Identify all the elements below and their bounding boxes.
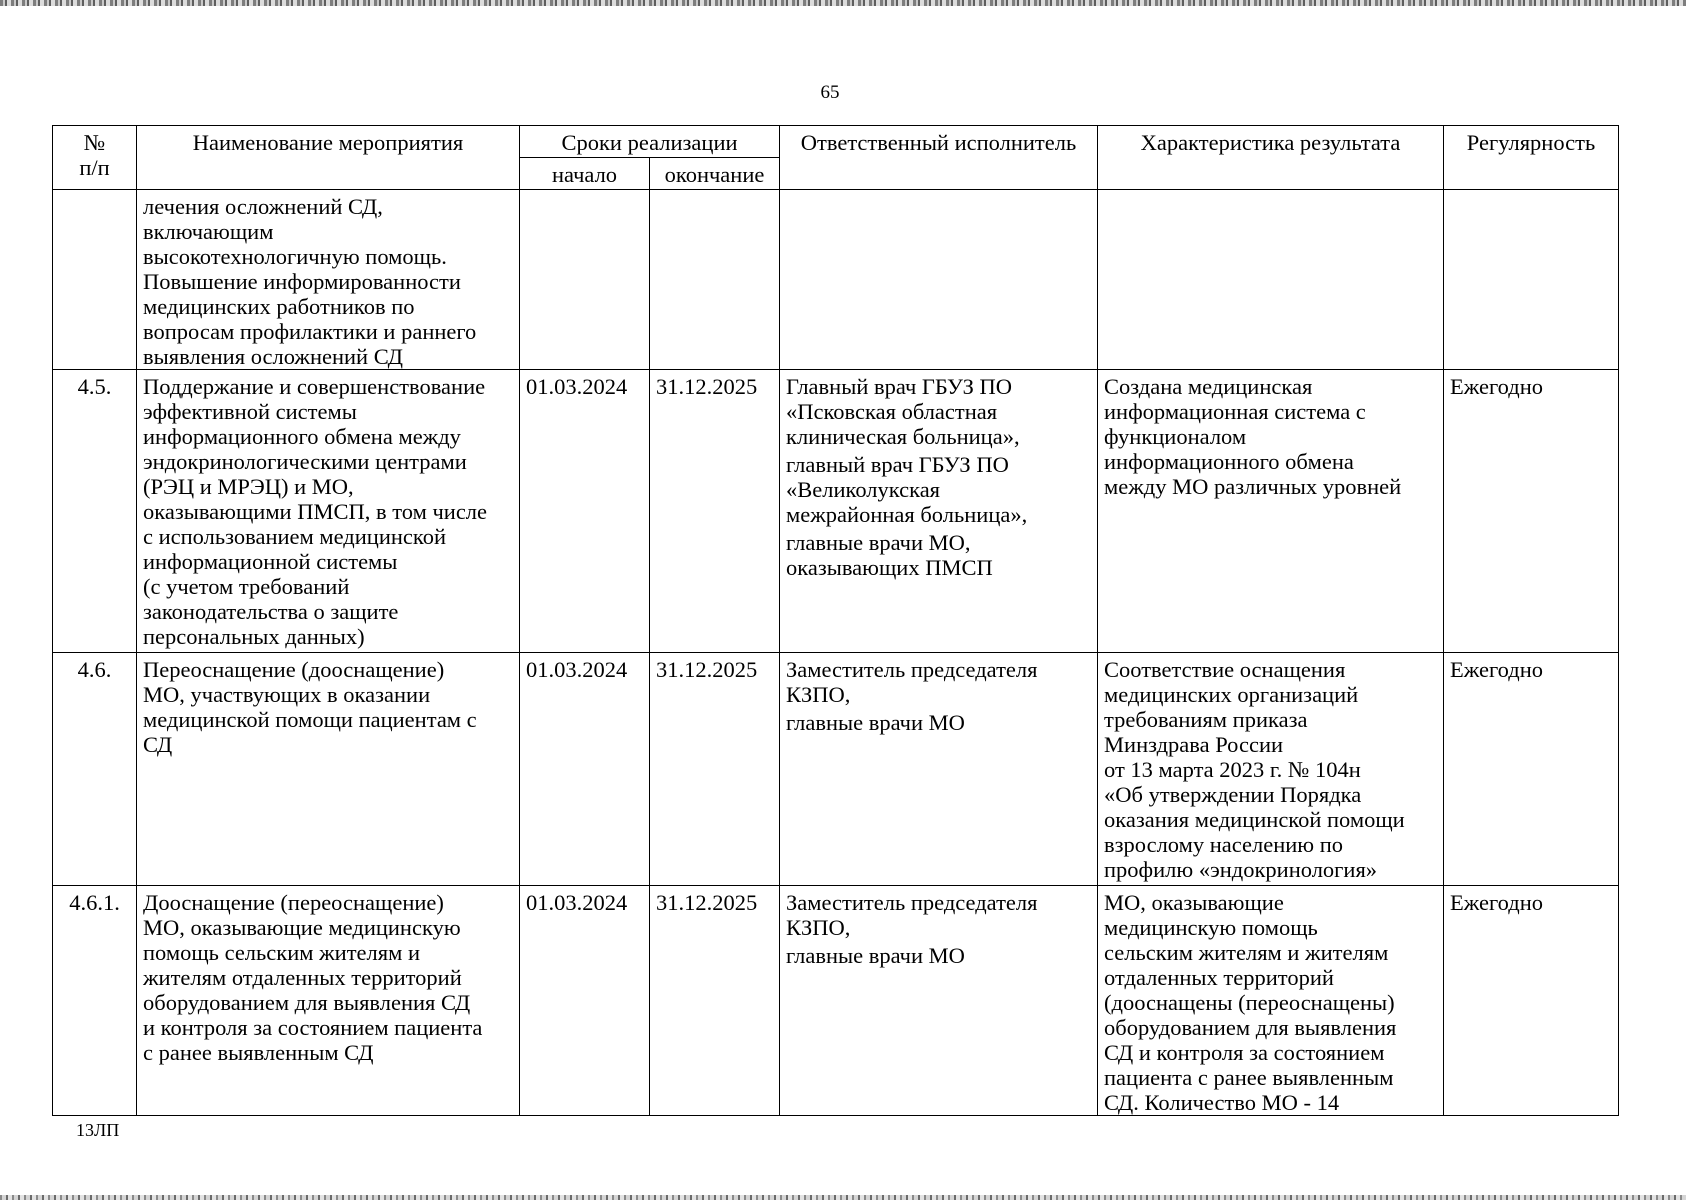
cell-empty <box>650 190 780 370</box>
responsible-cell <box>780 886 1098 1116</box>
result-description: МО, оказывающие медицинскую помощь сельским жителям и жителям отдаленных территорий (дооснащены (переоснащены) оборудованием для выявления СД и контроля за состоянием пациента с ранее выявленным СД. Количество МО - 14 <box>1098 886 1444 1116</box>
end-date: 31.12.2025 <box>650 886 780 1116</box>
result-description: Создана медицинская информационная система с функционалом информационного обмена между МО различных уровней <box>1098 370 1444 653</box>
scan-edge-bottom <box>0 1195 1686 1200</box>
continuation-text: лечения осложнений СД, включающим высокотехнологичную помощь. Повышение информированности медицинских работников по вопросам профилактики и раннего выявления осложнений СД <box>137 190 520 370</box>
table-row <box>53 886 1619 1116</box>
regularity: Ежегодно <box>1444 370 1619 653</box>
scan-edge-top <box>0 0 1686 6</box>
cell-empty <box>520 190 650 370</box>
document-code: 13ЛП <box>76 1120 120 1140</box>
row-number: 4.6.1. <box>53 886 137 1116</box>
header-num: № п/п <box>53 126 137 190</box>
activities-table <box>52 125 1619 1116</box>
responsible-entry: Заместитель председателя КЗПО, <box>786 657 1038 707</box>
responsible-entry: главные врачи МО <box>786 710 965 735</box>
responsible-entry: главный врач ГБУЗ ПО «Великолукская межрайонная больница», <box>786 452 1028 527</box>
activity-name: Дооснащение (переоснащение) МО, оказывающие медицинскую помощь сельским жителям и жителям отдаленных территорий оборудованием для выявления СД и контроля за состоянием пациента с ранее выявленным СД <box>137 886 520 1116</box>
header-start: начало <box>520 158 650 190</box>
cell-empty <box>1444 190 1619 370</box>
page-number: 65 <box>820 82 840 103</box>
table-row-continuation <box>53 190 1619 370</box>
activity-name: Переоснащение (дооснащение) МО, участвующих в оказании медицинской помощи пациентам с СД <box>137 653 520 886</box>
header-result: Характеристика результата <box>1098 126 1444 190</box>
table-header-row <box>53 126 1619 158</box>
cell-empty <box>1098 190 1444 370</box>
cell-empty <box>780 190 1098 370</box>
regularity: Ежегодно <box>1444 886 1619 1116</box>
header-name: Наименование мероприятия <box>137 126 520 190</box>
header-period: Сроки реализации <box>520 126 780 158</box>
table-row <box>53 370 1619 653</box>
row-number: 4.5. <box>53 370 137 653</box>
row-number: 4.6. <box>53 653 137 886</box>
table-row <box>53 653 1619 886</box>
header-responsible: Ответственный исполнитель <box>780 126 1098 190</box>
header-regularity: Регулярность <box>1444 126 1619 190</box>
responsible-entry: Главный врач ГБУЗ ПО «Псковская областная клиническая больница», <box>786 374 1020 449</box>
cell-empty <box>53 190 137 370</box>
start-date: 01.03.2024 <box>520 370 650 653</box>
start-date: 01.03.2024 <box>520 653 650 886</box>
responsible-cell <box>780 653 1098 886</box>
responsible-entry: главные врачи МО, оказывающих ПМСП <box>786 530 993 580</box>
responsible-cell <box>780 370 1098 653</box>
end-date: 31.12.2025 <box>650 370 780 653</box>
result-description: Соответствие оснащения медицинских организаций требованиям приказа Минздрава России от 13 марта 2023 г. № 104н «Об утверждении Порядка оказания медицинской помощи взрослому населению по профилю «эндокринология» <box>1098 653 1444 886</box>
responsible-entry: главные врачи МО <box>786 943 965 968</box>
header-end: окончание <box>650 158 780 190</box>
activity-name: Поддержание и совершенствование эффективной системы информационного обмена между эндокринологическими центрами (РЭЦ и МРЭЦ) и МО, оказывающими ПМСП, в том числе с использованием медицинской информационной системы (с учетом требований законодательства о защите персональных данных) <box>137 370 520 653</box>
responsible-entry: Заместитель председателя КЗПО, <box>786 890 1038 940</box>
regularity: Ежегодно <box>1444 653 1619 886</box>
start-date: 01.03.2024 <box>520 886 650 1116</box>
end-date: 31.12.2025 <box>650 653 780 886</box>
